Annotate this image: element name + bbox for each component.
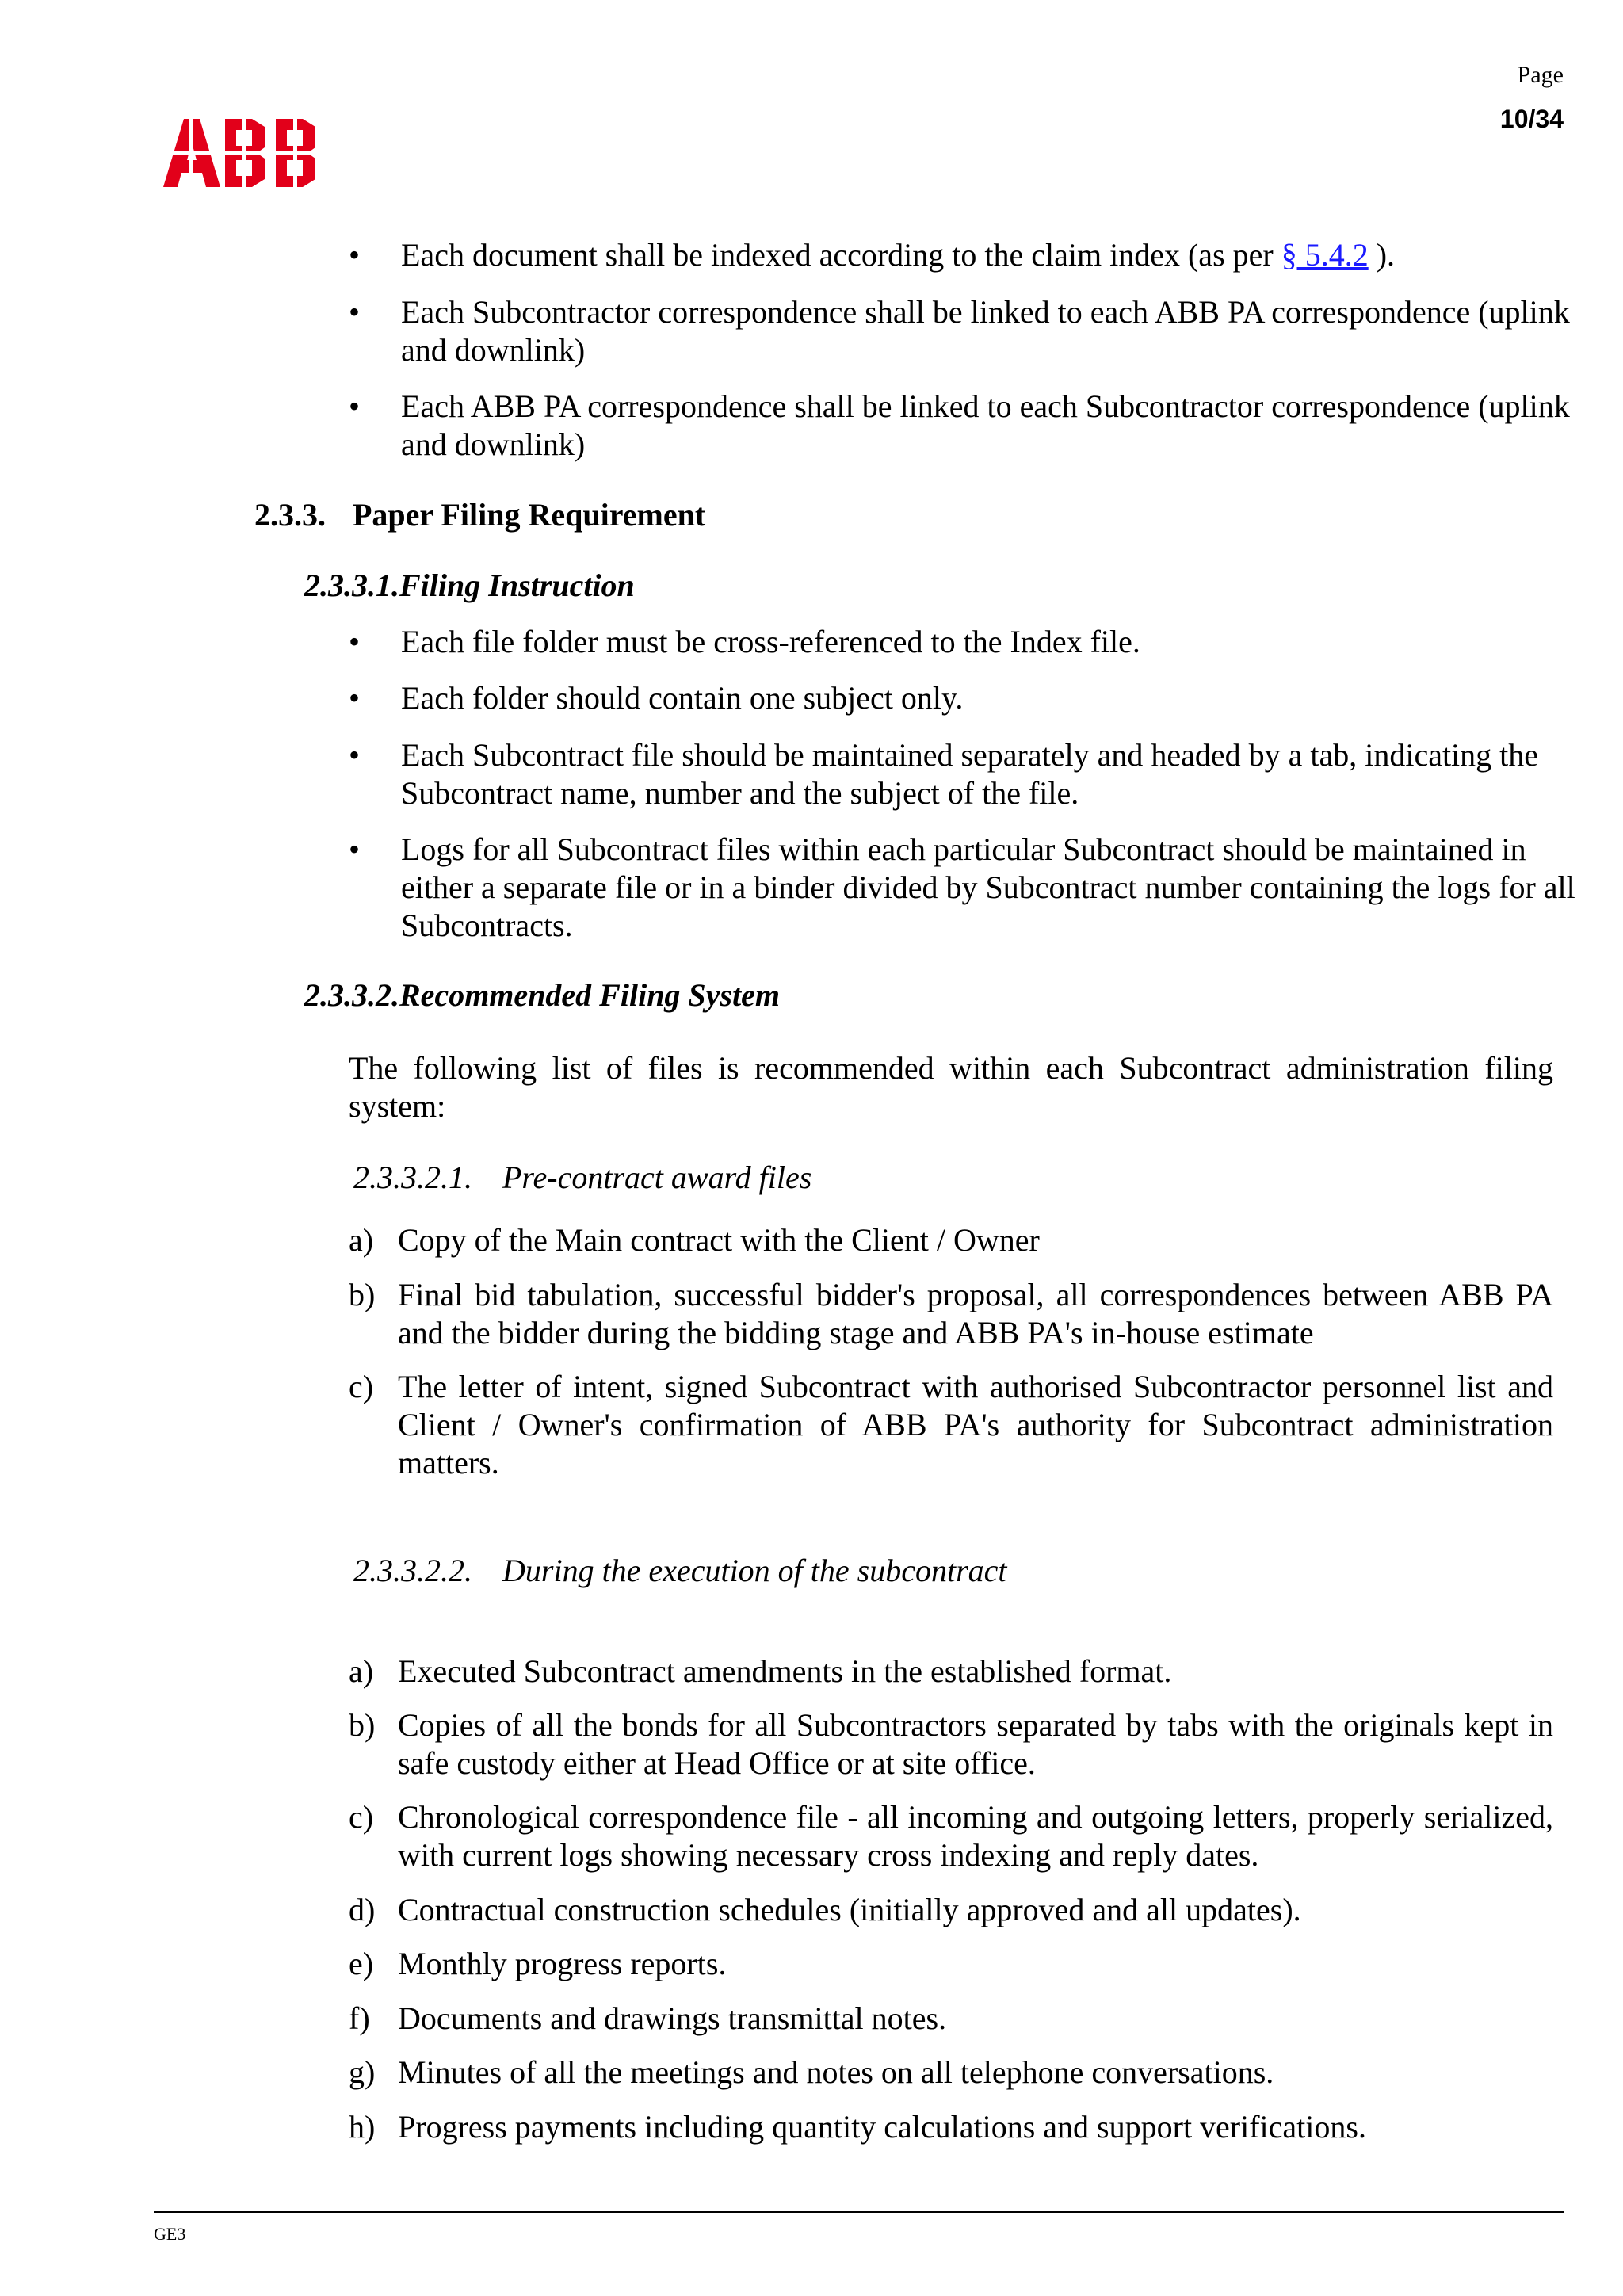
bullet-icon: • (349, 294, 361, 330)
page-number: 10/34 (1499, 105, 1564, 133)
bullet-icon: • (349, 737, 361, 773)
subsection-heading: 2.3.3.2.Recommended Filing System (304, 977, 780, 1013)
bullet-icon: • (349, 237, 361, 273)
section-link[interactable]: § 5.4.2 (1281, 237, 1369, 273)
paragraph: The following list of files is recommended within each Subcontract administration filing system: (349, 1050, 1553, 1124)
bullet-icon: • (349, 680, 361, 716)
abb-logo (163, 119, 333, 187)
subsection-heading: 2.3.3.1.Filing Instruction (304, 567, 635, 603)
sub-subsection-heading: 2.3.3.2.1. Pre-contract award files (353, 1159, 812, 1195)
bullet-icon: • (349, 624, 361, 659)
page-label: Page (1517, 62, 1564, 88)
footer-divider (154, 2211, 1564, 2213)
footer-code: GE3 (154, 2224, 186, 2244)
bullet-icon: • (349, 388, 361, 424)
document-page: Page 10/34 • Each document shall be indexed according to the claim index (as per § 5.4.2 ). • Each Subcontractor correspondence shall be linked to each ABB PA correspondence (uplink and downlink) • Each ABB PA correspondence shall be linked to each Subcontractor correspondence (uplink and downlink) 2.3.3. Paper Filing Requirement 2.3.3.1.Filing Instruction • Each file folder must be cross-referenced to the Index file. • Each folder should contain one subject only. • Each Subcontract file should be maintained separately and headed by a tab, indicating the Subcontract name, number and the subject of the file. • Logs for all Subcontract files within each particular Subcontract should be maintained in either a separate file or in a binder divided by Subcontract number containing the logs for all Subcontracts. 2.3.3.2.Recommended Filing System The following list of files is recommended within each Subcontract administration filing system: 2.3.3.2.1. Pre-contract award files a) Copy of the Main contract with the Client / Owner b) Final bid tabulation, successful bidder's proposal, all correspondences between ABB PA and the bidder during the bidding stage and ABB PA's in-house estimate c) The letter of intent, signed Subcontract with authorised Subcontractor personnel list and Client / Owner's confirmation of ABB PA's authority for Subcontract administration matters. 2.3.3.2.2. During the execution of the subcontract a) Executed Subcontract amendments in the established format. b) Copies of all the bonds for all Subcontractors separated by tabs with the originals kept in safe custody either at Head Office or at site office. c) Chronological correspondence file - all incoming and outgoing letters, properly serialized, with current logs showing necessary cross indexing and reply dates. d) Contractual construction schedules (initially approved and all updates). e) Monthly progress reports. f) Documents and drawings transmittal notes. g) Minutes of all the meetings and notes on all telephone conversations. h) Progress payments including quantity calculations and support verifications. GE3 (154, 62, 1575, 2244)
bullet-icon: • (349, 831, 361, 867)
section-heading: 2.3.3. Paper Filing Requirement (254, 497, 706, 533)
sub-subsection-heading: 2.3.3.2.2. During the execution of the subcontract (353, 1553, 1007, 1588)
